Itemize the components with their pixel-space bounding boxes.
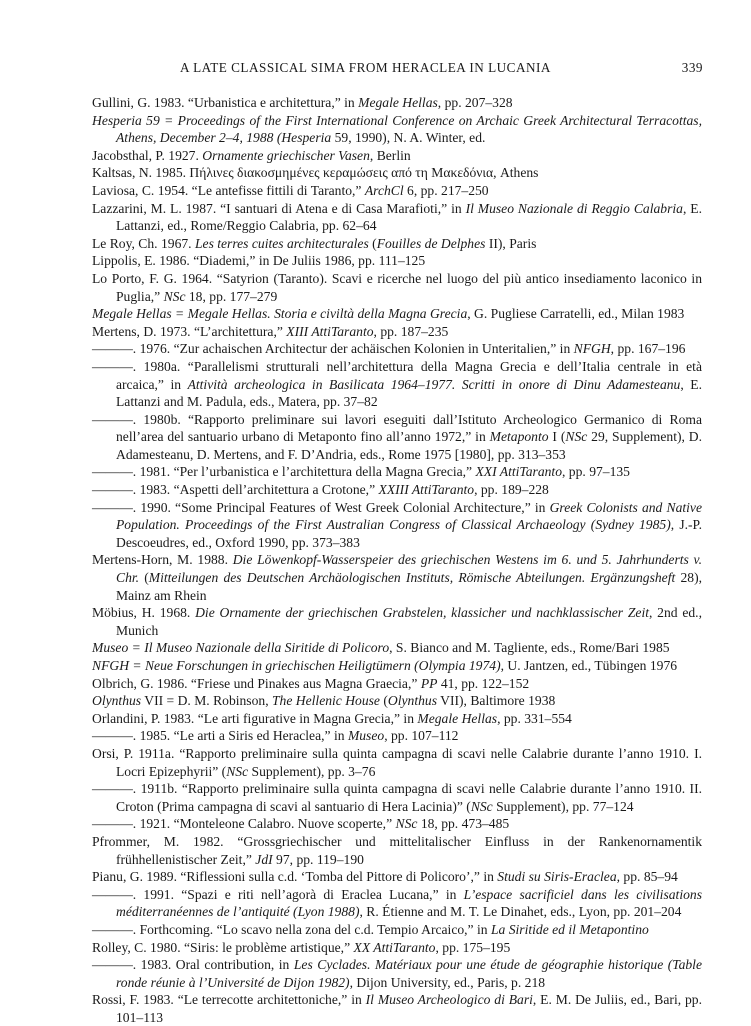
italic-title-segment: Hesperia 59 = Proceedings of the First International Conference on Archaic Greek Architectural Terracottas, Athens, December 2–4, 1988 ( [92,112,702,146]
text-segment: Kaltsas, N. 1985. Πήλινες διακοσμημένες κεραμώσεις από τη Μακεδόνια, Athens [92,165,539,181]
text-segment: 18, pp. 473–485 [417,816,510,832]
text-segment: , E. M. De Juliis, ed., Bari, pp. 101–113 [116,992,702,1025]
bibliography-entry [92,164,702,182]
bibliography-entry [92,323,702,341]
text-segment: , pp. 189–228 [474,482,549,498]
italic-title-segment: PP [420,675,438,691]
bibliography-entry [92,235,702,253]
running-head [92,60,703,80]
bibliography-list [92,94,702,1026]
text-segment: Olbrich, G. 1986. “Friese und Pinakes aus Magna Graecia,” [92,675,421,691]
text-segment: , 2nd ed., Munich [116,605,702,638]
bibliography-entry [92,939,702,957]
text-segment: ———. 1980b. “Rapporto preliminare sui lavori eseguiti dall’Istituto Archeologico Germanico di Roma nell’area del santuario urbano di Metaponto fino all’anno 1972,” in [92,411,702,445]
bibliography-entry [92,481,702,499]
page-number: 339 [681,60,703,75]
text-segment: , Dijon University, ed., Paris, p. 218 [349,974,546,990]
bibliography-entry [92,886,702,921]
bibliography-entry [92,551,702,604]
text-segment: 97, pp. 119–190 [272,851,364,867]
italic-title-segment: Megale Hellas = Megale Hellas. Storia e civiltà della Magna Grecia [92,306,468,322]
text-segment: , J.-P. Descoeudres, ed., Oxford 1990, pp. 373–383 [116,517,703,550]
bibliography-entry [92,252,702,270]
text-segment: Mertens-Horn, M. 1988. [92,552,233,568]
text-segment: ———. 1990. “Some Principal Features of West Greek Colonial Architecture,” in [92,499,550,515]
bibliography-entry [92,991,702,1026]
running-title: A LATE CLASSICAL SIMA FROM HERACLEA IN LUCANIA [180,60,551,75]
text-segment: , pp. 175–195 [435,939,511,955]
text-segment: ———. 1983. Oral contribution, in [92,957,294,973]
text-segment: Rolley, C. 1980. “Siris: le problème artistique,” [92,939,354,955]
bibliography-entry [92,921,702,939]
text-segment: VII = D. M. Robinson, [141,693,272,709]
bibliography-entry [92,727,702,745]
text-segment: ———. 1991. “Spazi e riti nell’agorà di Eraclea Lucana,” in [92,886,464,902]
italic-title-segment: Museo [347,728,385,744]
text-segment: Lo Porto, F. G. 1964. “Satyrion (Taranto). Scavi e ricerche nel luogo del più antico insediamento laconico in Puglia,” [92,270,702,304]
text-segment: Mertens, D. 1973. “L’architettura,” [92,323,287,339]
bibliography-entry [92,340,702,358]
text-segment: Gullini, G. 1983. “Urbanistica e architettura,” in [92,95,359,110]
text-segment: Lippolis, E. 1986. “Diademi,” in De Juliis 1986, pp. 111–125 [92,253,426,269]
italic-title-segment: XXIII AttiTaranto [378,482,475,498]
text-segment: , E. Lattanzi and M. Padula, eds., Matera, pp. 37–82 [116,376,702,410]
italic-title-segment: Hesperia [281,130,332,146]
italic-title-segment: Studi su Siris-Eraclea [497,869,617,885]
bibliography-entry [92,692,702,710]
text-segment: , U. Jantzen, ed., Tübingen 1976 [500,658,678,673]
text-segment: , pp. 167–196 [610,341,686,357]
text-segment: ———. Forthcoming. “Lo scavo nella zona del c.d. Tempio Arcaico,” in [92,921,491,937]
italic-title-segment: Il Museo Nazionale di Reggio Calabria [465,200,683,216]
text-segment: ———. 1981. “Per l’urbanistica e l’architettura della Magna Grecia,” [92,464,476,480]
text-segment: 41, pp. 122–152 [437,675,530,691]
bibliography-entry [92,956,702,991]
italic-title-segment: Les Cyclades. Matériaux pour une étude de géographie historique (Table ronde réunie à l’Université de Dijon 1982) [116,957,702,990]
bibliography-entry [92,305,702,323]
text-segment: Orsi, P. 1911a. “Rapporto preliminaire sulla quinta campagna di scavi nelle Calabrie durante l’anno 1910. I. Locri Epizephyrii” ( [92,745,702,779]
italic-title-segment: Mitteilungen des Deutschen Archäologischen Instituts, Römische Abteilungen. Ergänzungsheft [148,570,676,586]
italic-title-segment: La Siritide ed il Metapontino [490,921,649,937]
italic-title-segment: The Hellenic House [272,693,380,709]
text-segment: Pfrommer, M. 1982. “Grossgriechischer und mittelitalischer Einfluss in der Rankenornamentik frühhellenistischer Zeit,” [92,833,702,867]
text-segment: , pp. 207–328 [437,95,513,110]
text-segment: Supplement), pp. 3–76 [248,763,376,779]
bibliography-entry [92,411,702,464]
text-segment: VII), Baltimore 1938 [437,693,556,709]
bibliography-entry [92,868,702,886]
text-segment: ———. 1983. “Aspetti dell’architettura a Crotone,” [92,482,379,498]
italic-title-segment: Attività archeologica in Basilicata 1964–1977. Scritti in onore di Dinu Adamesteanu [187,376,681,392]
italic-title-segment: Olynthus [92,693,142,709]
bibliography-entry [92,657,702,675]
italic-title-segment: Greek Colonists and Native Population. Proceedings of the First Australian Congress of Classical Archaeology (Sydney 1985) [116,499,702,533]
bibliography-entry [92,499,702,552]
text-segment: Lazzarini, M. L. 1987. “I santuari di Atena e di Casa Marafioti,” in [92,200,466,216]
bibliography-entry [92,833,702,868]
bibliography-entry [92,815,702,833]
text-segment: 18, pp. 177–279 [185,288,278,304]
text-segment: Orlandini, P. 1983. “Le arti figurative in Magna Grecia,” in [92,710,418,726]
bibliography-entry [92,710,702,728]
text-segment: I ( [548,429,566,445]
italic-title-segment: Metaponto [489,429,549,445]
bibliography-entry [92,112,702,147]
text-segment: , pp. 85–94 [616,869,678,885]
text-segment: , pp. 331–554 [497,710,572,726]
bibliography-entry [92,94,702,112]
italic-title-segment: Museo = Il Museo Nazionale della Siritide di Policoro [92,640,390,656]
bibliography-entry [92,780,702,815]
italic-title-segment: Il Museo Archeologico di Bari [365,992,533,1008]
italic-title-segment: JdI [255,851,273,867]
italic-title-segment: XXI AttiTaranto [475,464,562,480]
text-segment: 28), Mainz am Rhein [116,570,702,603]
italic-title-segment: Die Löwenkopf-Wasserspeier des griechischen Westens im 6. und 5. Jahrhunderts v. Chr. [116,552,702,586]
text-segment: Möbius, H. 1968. [92,605,196,621]
italic-title-segment: NSc [470,798,493,814]
text-segment: , S. Bianco and M. Tagliente, eds., Rome/Bari 1985 [389,640,670,656]
italic-title-segment: NSc [565,429,588,445]
text-segment: 29, Supplement), D. Adamesteanu, D. Mertens, and F. D’Andria, eds., Rome 1975 [1980], pp. 313–353 [116,429,702,462]
bibliography-entry [92,639,702,657]
text-segment: ———. 1976. “Zur achaischen Architectur der achäischen Kolonien in Unteritalien,” in [92,341,574,357]
italic-title-segment: L’espace sacrificiel dans les civilisations méditerranéennes de l’antiquité (Lyon 1988) [116,886,702,920]
italic-title-segment: NSc [226,763,249,779]
italic-title-segment: ArchCl [364,182,404,198]
text-segment: ———. 1921. “Monteleone Calabro. Nuove scoperte,” [92,816,396,832]
text-segment: ( [379,693,388,709]
text-segment: Pianu, G. 1989. “Riflessioni sulla c.d. ‘Tomba del Pittore di Policoro’,” in [92,869,498,885]
bibliography-entry [92,675,702,693]
italic-title-segment: NFGH [573,341,611,357]
text-segment: 6, pp. 217–250 [403,182,489,198]
italic-title-segment: Ornamente griechischer Vasen [202,147,370,163]
text-segment: Le Roy, Ch. 1967. [92,235,195,251]
bibliography-entry [92,463,702,481]
text-segment: , E. Lattanzi, ed., Rome/Reggio Calabria, pp. 62–64 [116,200,702,234]
italic-title-segment: Megale Hellas [417,710,498,726]
italic-title-segment: Megale Hellas [358,95,438,110]
bibliography-entry [92,604,702,639]
text-segment: ( [139,570,149,586]
bibliography-entry [92,270,702,305]
text-segment: II), Paris [485,235,537,251]
text-segment: , G. Pugliese Carratelli, ed., Milan 1983 [467,306,685,322]
text-segment: ( [368,235,377,251]
italic-title-segment: Fouilles de Delphes [376,235,486,251]
italic-title-segment: Les terres cuites architecturales [194,235,369,251]
italic-title-segment: XX AttiTaranto [353,939,436,955]
text-segment: ———. 1911b. “Rapporto preliminaire sulla quinta campagna di scavi nelle Calabrie durante l’anno 1910. II. Croton (Prima campagna di scavi al santuario di Hera Lacinia)” ( [92,781,702,814]
italic-title-segment: NSc [163,288,186,304]
bibliography-entry [92,200,702,235]
text-segment: , pp. 107–112 [384,728,459,744]
text-segment: ———. 1980a. “Parallelismi strutturali nell’architettura della Magna Grecia e dell’Italia centrale in età arcaica,” in [92,358,702,392]
bibliography-entry [92,745,702,780]
text-segment: , R. Étienne and M. T. Le Dinahet, eds., Lyon, pp. 201–204 [359,904,682,920]
text-segment: Rossi, F. 1983. “Le terrecotte architettoniche,” in [92,992,366,1008]
italic-title-segment: Olynthus [387,693,437,709]
text-segment: Jacobsthal, P. 1927. [92,147,203,163]
italic-title-segment: NFGH = Neue Forschungen in griechischen Heiligtümern (Olympia 1974) [92,658,501,673]
text-segment: , pp. 187–235 [373,323,449,339]
italic-title-segment: XIII AttiTaranto [286,323,374,339]
text-segment: Supplement), pp. 77–124 [492,798,634,814]
text-segment: ———. 1985. “Le arti a Siris ed Heraclea,” in [92,728,348,744]
italic-title-segment: NSc [395,816,418,832]
italic-title-segment: Die Ornamente der griechischen Grabstelen, klassicher und nachklassischer Zeit [195,605,649,621]
bibliography-entry [92,182,702,200]
text-segment: , Berlin [369,147,411,163]
text-segment: , pp. 97–135 [562,464,630,480]
text-segment: Laviosa, C. 1954. “Le antefisse fittili di Taranto,” [92,182,365,198]
text-segment: 59, 1990), N. A. Winter, ed. [331,130,486,146]
bibliography-entry [92,147,702,165]
bibliography-entry [92,358,702,411]
